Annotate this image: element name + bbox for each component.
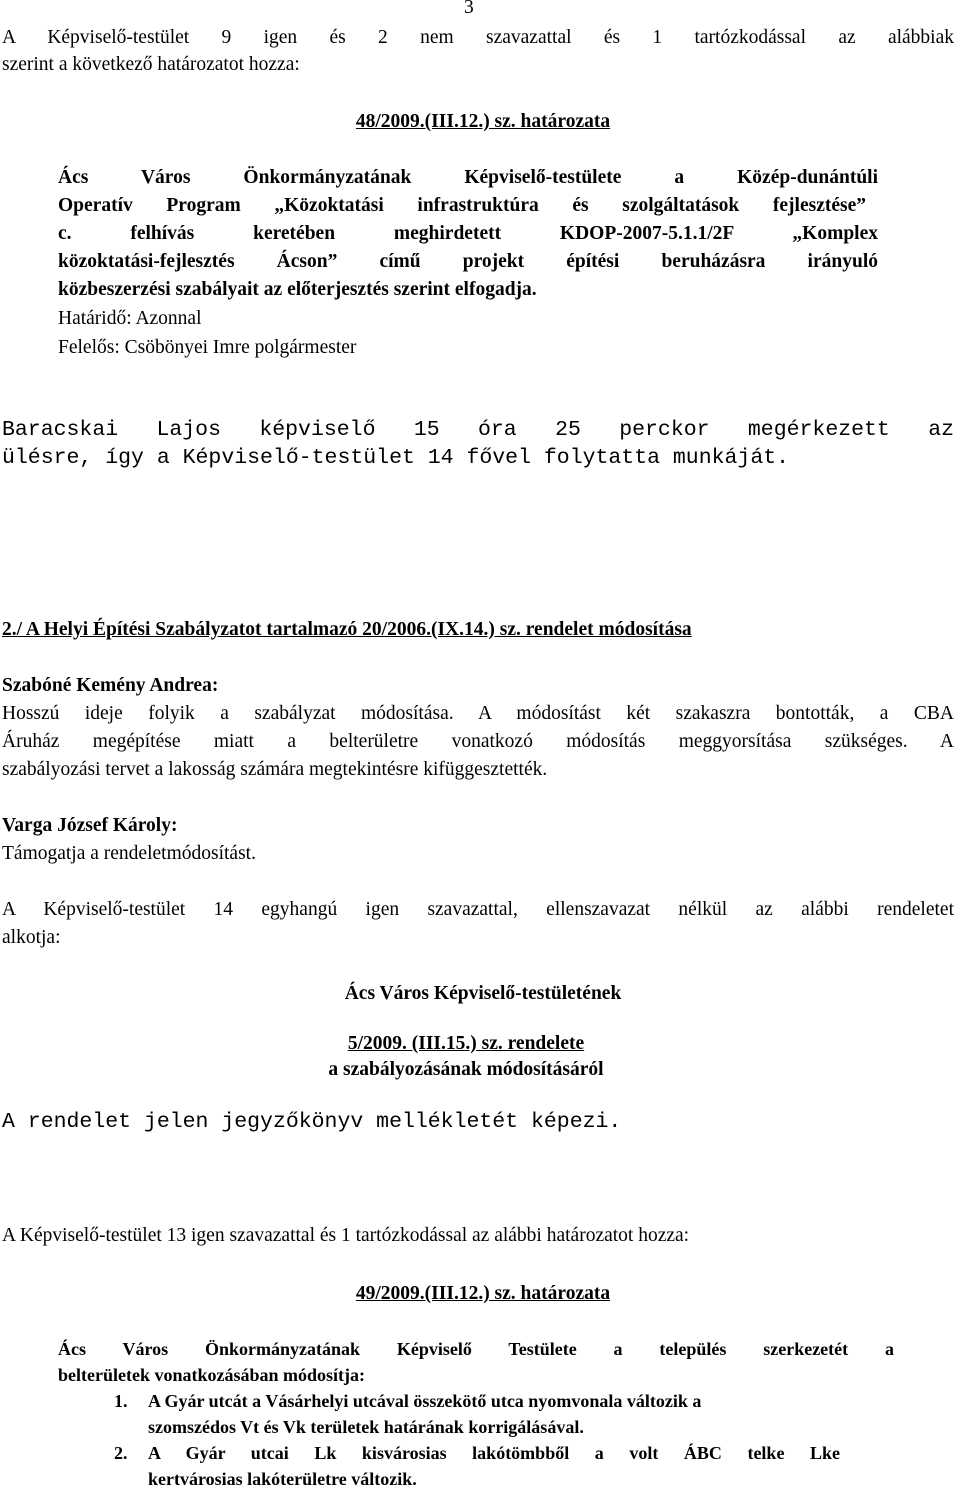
resolution-49-item-line: szomszédos Vt és Vk területek határának korrigálásával.	[148, 1417, 584, 1437]
speaker-1-line: Áruház megépítése miatt a belterületre vonatkozó módosítás meggyorsítása szükséges. A	[2, 731, 954, 752]
resolution-49-item-line: kertvárosias lakóterületre változik.	[148, 1469, 417, 1489]
ordinance-vote-line-2: alkotja:	[2, 927, 61, 948]
arrival-note-line-1: Baracskai Lajos képviselő 15 óra 25 perckor megérkezett az	[2, 418, 954, 442]
resolution-48-line: közoktatási-fejlesztés Ácson” című projekt építési beruházásra irányuló	[58, 251, 878, 272]
resolution-49-item-line: A Gyár utcát a Vásárhelyi utcával összekötő utca nyomvonala változik a	[148, 1391, 702, 1411]
speaker-2-line: Támogatja a rendeletmódosítást.	[2, 843, 256, 864]
speaker-1-name: Szabóné Kemény Andrea:	[2, 675, 219, 696]
resolution-49-item-marker: 1.	[114, 1391, 128, 1411]
speaker-1-line: Hosszú ideje folyik a szabályzat módosítása. A módosítást két szakaszra bontották, a CBA	[2, 703, 954, 724]
intro-vote-line-1: A Képviselő-testület 9 igen és 2 nem szavazattal és 1 tartózkodással az alábbiak	[2, 27, 954, 48]
resolution-48-deadline: Határidő: Azonnal	[58, 308, 202, 329]
page-number: 3	[464, 0, 474, 18]
resolution-48-line: közbeszerzési szabályait az előterjesztés szerint elfogadja.	[58, 279, 537, 300]
resolution-49-item-line: A Gyár utcai Lk kisvárosias lakótömbből a volt ÁBC telke Lke	[148, 1443, 840, 1463]
ordinance-title: Ács Város Képviselő-testületének	[344, 983, 622, 1004]
resolution-49-line-2: belterületek vonatkozásában módosítja:	[58, 1365, 365, 1385]
resolution-49-item-marker: 2.	[114, 1443, 128, 1463]
vote-49-line: A Képviselő-testület 13 igen szavazattal és 1 tartózkodással az alábbi határozatot hozza:	[2, 1225, 690, 1246]
ordinance-subject: a szabályozásának módosításáról	[328, 1059, 604, 1080]
resolution-49-line-1: Ács Város Önkormányzatának Képviselő Testülete a település szerkezetét a	[58, 1339, 894, 1359]
resolution-48-line: Operatív Program „Közoktatási infrastruktúra és szolgáltatások fejlesztése”	[58, 195, 866, 216]
ordinance-note: A rendelet jelen jegyzőkönyv mellékletét képezi.	[2, 1110, 622, 1134]
arrival-note-line-2: ülésre, így a Képviselő-testület 14 fővel folytatta munkáját.	[2, 446, 790, 470]
ordinance-vote-line-1: A Képviselő-testület 14 egyhangú igen szavazattal, ellenszavazat nélkül az alábbi rendeletet	[2, 899, 954, 920]
resolution-48-responsible: Felelős: Csöbönyei Imre polgármester	[58, 337, 357, 358]
speaker-1-line: szabályozási tervet a lakosság számára megtekintésre kifüggesztették.	[2, 759, 548, 780]
intro-vote-line-2: szerint a következő határozatot hozza:	[2, 54, 300, 75]
speaker-2-name: Varga József Károly:	[2, 815, 178, 836]
resolution-48-line: Ács Város Önkormányzatának Képviselő-testülete a Közép-dunántúli	[58, 167, 878, 188]
agenda-2-heading: 2./ A Helyi Építési Szabályzatot tartalmazó 20/2006.(IX.14.) sz. rendelet módosítása	[2, 619, 692, 640]
ordinance-number: 5/2009. (III.15.) sz. rendelete	[347, 1033, 585, 1054]
resolution-49-number: 49/2009.(III.12.) sz. határozata	[355, 1283, 611, 1304]
resolution-48-number: 48/2009.(III.12.) sz. határozata	[355, 111, 611, 132]
resolution-48-line: c. felhívás keretében meghirdetett KDOP-2007-5.1.1/2F „Komplex	[58, 223, 878, 244]
